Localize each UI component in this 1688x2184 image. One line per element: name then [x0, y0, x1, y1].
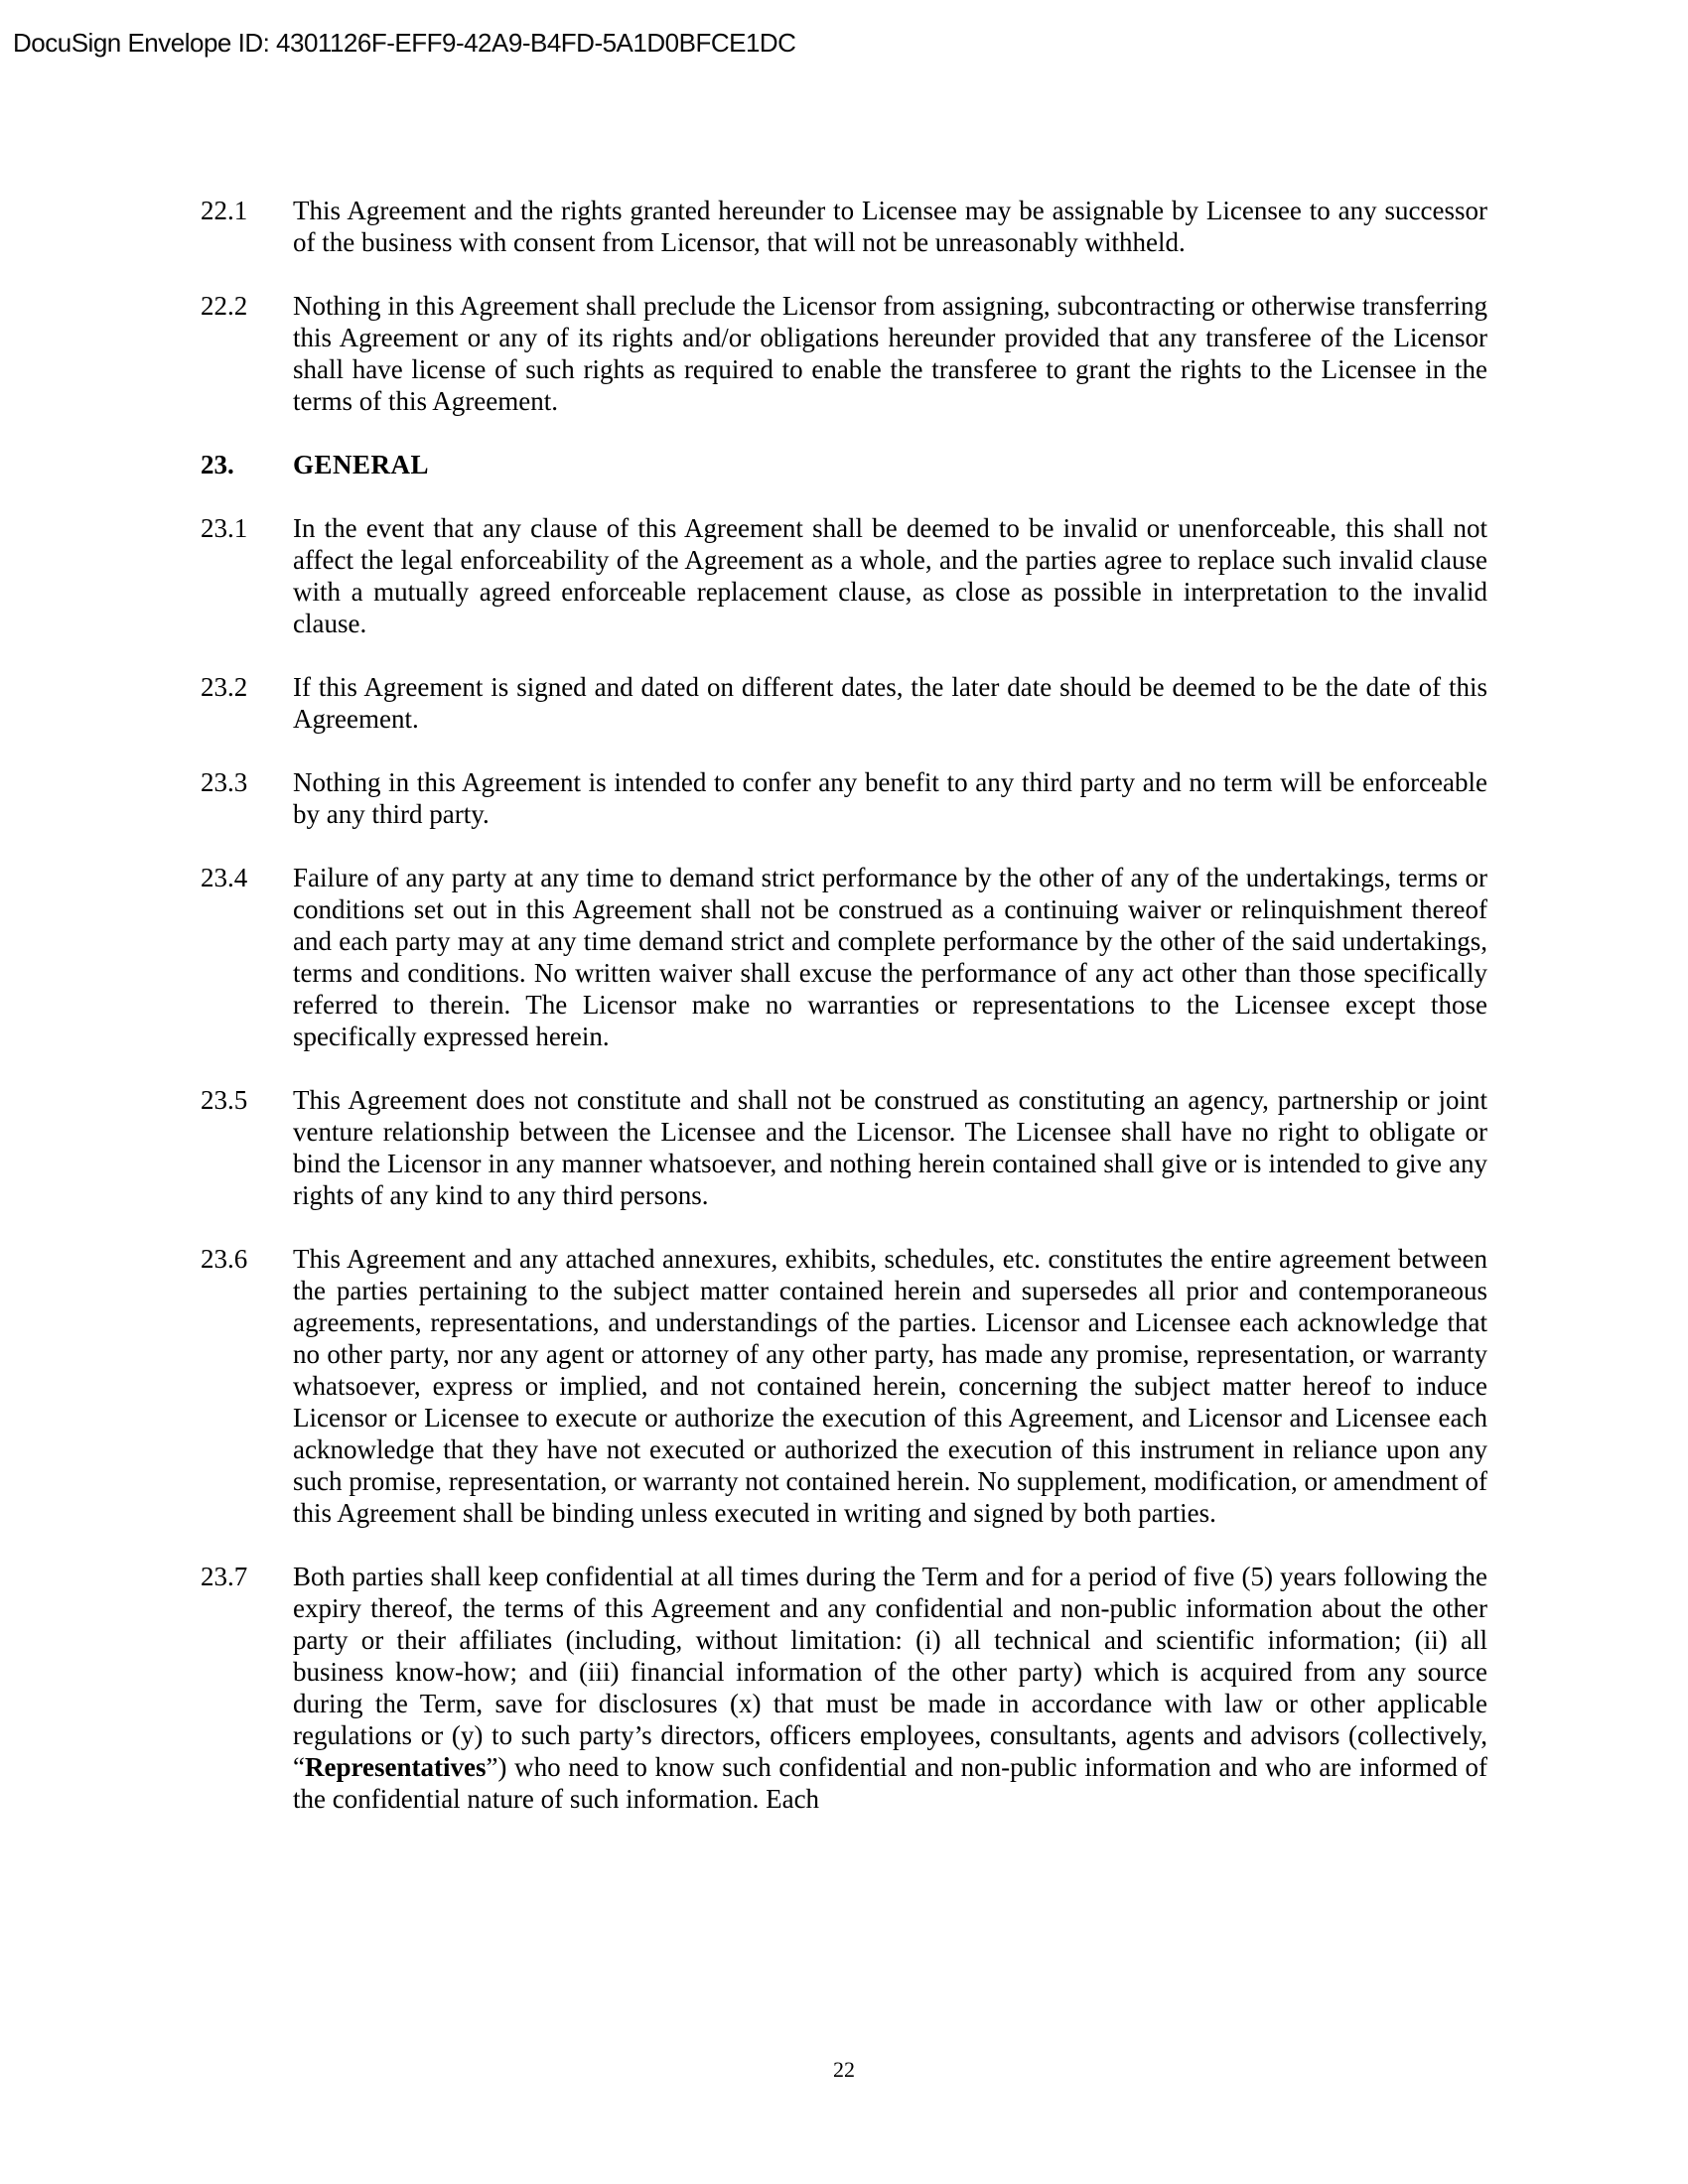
clause-text: Nothing in this Agreement is intended to confer any benefit to any third party and no term will be enforceable by any third party.: [293, 767, 1487, 829]
page-number: 22: [833, 2057, 855, 2082]
clause-text: This Agreement and any attached annexures, exhibits, schedules, etc. constitutes the entire agreement between the parties pertaining to the subject matter contained herein and supersedes all prior and contemporaneous agreements, representations, and understandings of the parties. Licensor and Licensee each acknowledge that no other party, nor any agent or attorney of any other party, has made any promise, representation, or warranty whatsoever, express or implied, and not contained herein, concerning the subject matter hereof to induce Licensor or Licensee to execute or authorize the execution of this Agreement, and Licensor and Licensee each acknowledge that they have not executed or authorized the execution of this instrument in reliance upon any such promise, representation, or warranty not contained herein. No supplement, modification, or amendment of this Agreement shall be binding unless executed in writing and signed by both parties.: [293, 1244, 1487, 1528]
clause-22-1: [201, 195, 1487, 258]
clause-number: 23.1: [201, 513, 248, 543]
section-number: 23.: [201, 450, 234, 479]
clause-number: 23.7: [201, 1562, 248, 1591]
defined-term-representatives: Representatives: [304, 1752, 487, 1782]
clause-text: Nothing in this Agreement shall preclude the Licensor from assigning, subcontracting or otherwise transferring this Agreement or any of its rights and/or obligations hereunder provided that any transferee of the Licensor shall have license of such rights as required to enable the transferee to grant the rights to the Licensee in the terms of this Agreement.: [293, 291, 1487, 416]
clause-text: This Agreement does not constitute and shall not be construed as constituting an agency, partnership or joint venture relationship between the Licensee and the Licensor. The Licensee shall have no right to obligate or bind the Licensor in any manner whatsoever, and nothing herein contained shall give or is intended to give any rights of any kind to any third persons.: [293, 1085, 1487, 1210]
section-title: GENERAL: [293, 450, 430, 479]
clause-23-5: [201, 1084, 1487, 1211]
clause-23-6: [201, 1243, 1487, 1529]
clause-text-segment: ”) who need to know such confidential and non-public information and who are informed of the confidential nature of such information. Each: [293, 1752, 1487, 1814]
clause-text: If this Agreement is signed and dated on different dates, the later date should be deemed to be the date of this Agreement.: [293, 672, 1487, 734]
section-heading-23-general: [201, 449, 1487, 480]
clause-23-2: [201, 671, 1487, 735]
clause-23-3: [201, 766, 1487, 830]
clause-text: [293, 1561, 1487, 1815]
clause-number: 23.5: [201, 1085, 248, 1115]
clause-23-7: [201, 1561, 1487, 1815]
clause-text: This Agreement and the rights granted hereunder to Licensee may be assignable by Licensee to any successor of the business with consent from Licensor, that will not be unreasonably withheld.: [293, 196, 1487, 257]
clause-number: 23.4: [201, 863, 248, 892]
clause-number: 23.6: [201, 1244, 248, 1274]
clause-text: Failure of any party at any time to demand strict performance by the other of any of the undertakings, terms or conditions set out in this Agreement shall not be construed as a continuing waiver or relinquishment thereof and each party may at any time demand strict and complete performance by the other of the said undertakings, terms and conditions. No written waiver shall excuse the performance of any act other than those specifically referred to therein. The Licensor make no warranties or representations to the Licensee except those specifically expressed herein.: [293, 863, 1487, 1051]
clause-text: In the event that any clause of this Agreement shall be deemed to be invalid or unenforceable, this shall not affect the legal enforceability of the Agreement as a whole, and the parties agree to replace such invalid clause with a mutually agreed enforceable replacement clause, as close as possible in interpretation to the invalid clause.: [293, 513, 1487, 638]
clause-23-1: [201, 512, 1487, 639]
agreement-body: [201, 195, 1487, 1846]
docusign-envelope-id-stamp: DocuSign Envelope ID: 4301126F-EFF9-42A9-B4FD-5A1D0BFCE1DC: [13, 28, 796, 58]
clause-number: 23.2: [201, 672, 248, 702]
clause-number: 22.1: [201, 196, 248, 225]
clause-number: 23.3: [201, 767, 248, 797]
clause-text-segment: Both parties shall keep confidential at all times during the Term and for a period of five (5) years following the expiry thereof, the terms of this Agreement and any confidential and non-public information about the other party or their affiliates (including, without limitation: (i) all technical and scientific information; (ii) all business know-how; and (iii) financial information of the other party) which is acquired from any source during the Term, save for disclosures (x) that must be made in accordance with law or other applicable regulations or (y) to such party’s directors, officers employees, consultants, agents and advisors (collectively, “: [293, 1562, 1487, 1782]
clause-number: 22.2: [201, 291, 248, 321]
clause-22-2: [201, 290, 1487, 417]
clause-23-4: [201, 862, 1487, 1052]
